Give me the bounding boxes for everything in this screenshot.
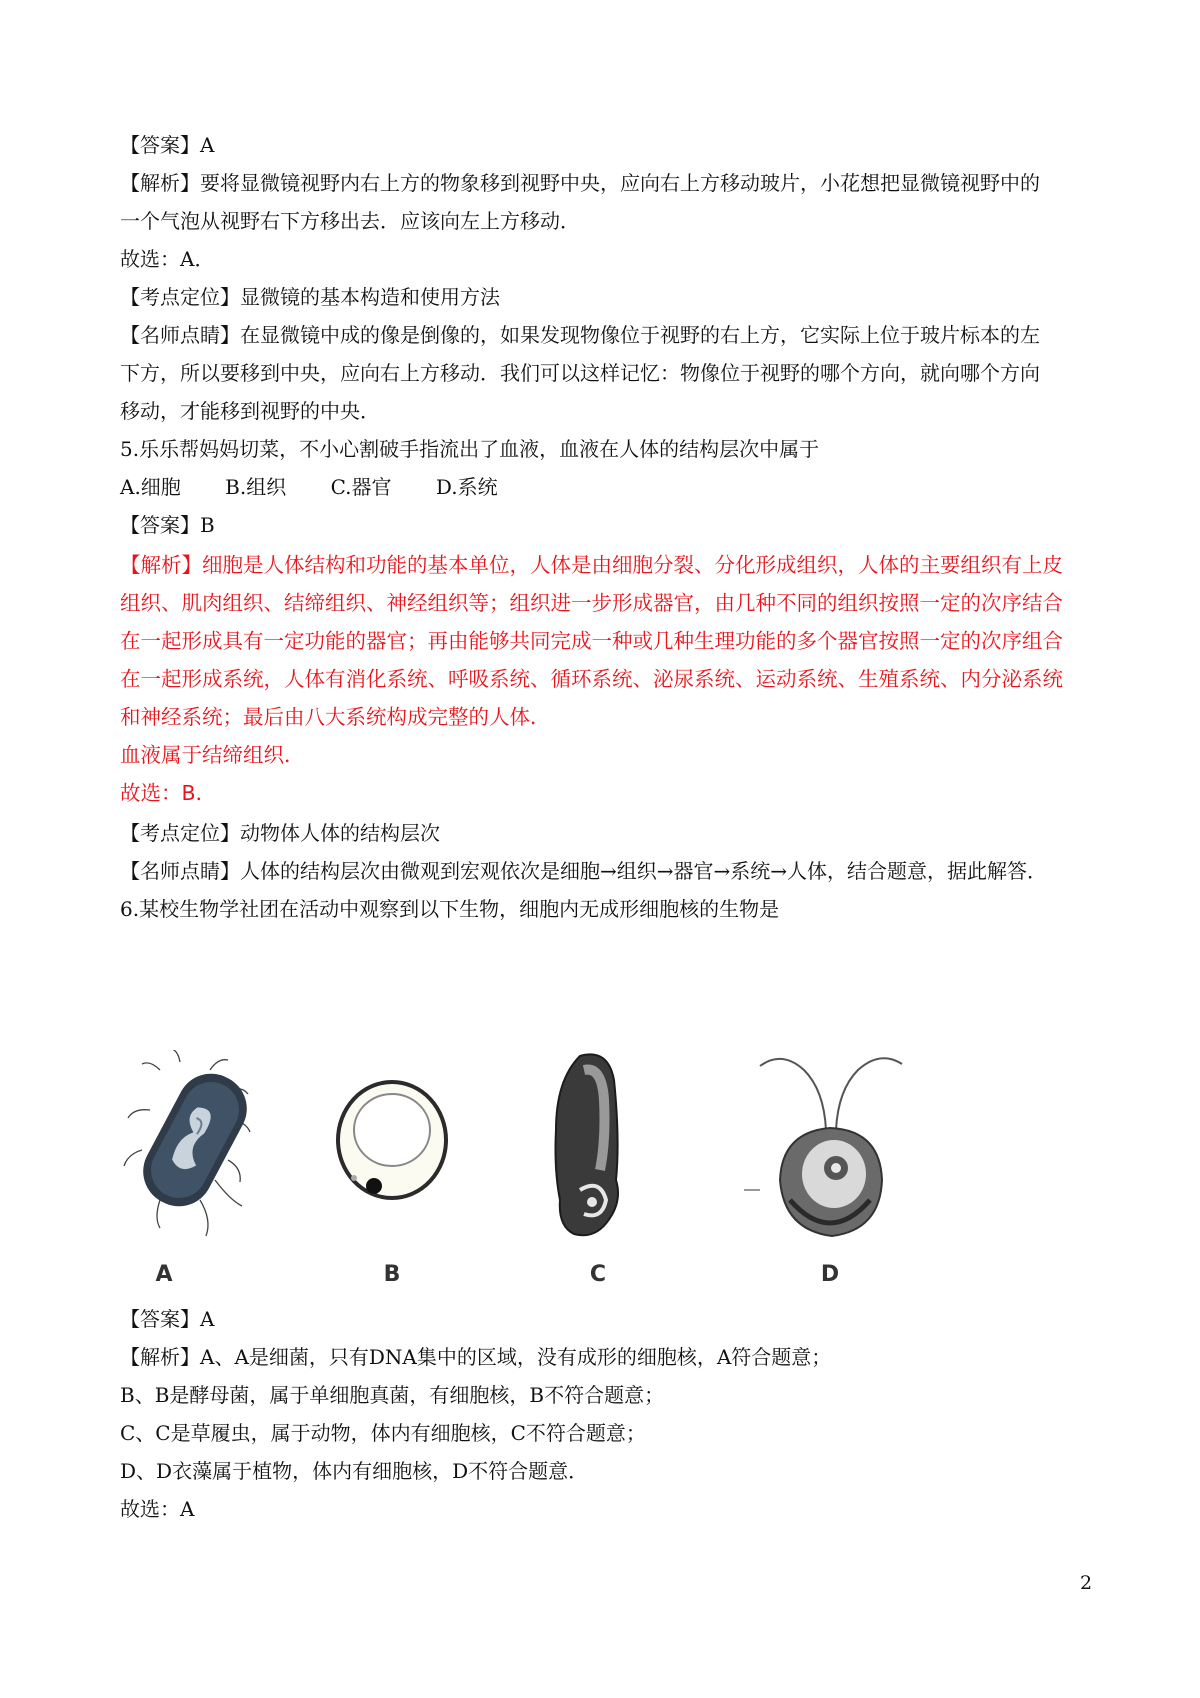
q5-analysis-line: 组织、肌肉组织、结缔组织、神经组织等；组织进一步形成器官，由几种不同的组织按照一定的次序结合 [120, 591, 1063, 615]
organism-figures [120, 1050, 1020, 1290]
figure-label-a: A [155, 1262, 173, 1287]
paramecium-illustration [540, 1050, 650, 1265]
figure-label-b: B [383, 1262, 401, 1287]
q6-answer: 【答案】A [120, 1307, 215, 1331]
q5-analysis-line: 【解析】细胞是人体结构和功能的基本单位，人体是由细胞分裂、分化形成组织，人体的主要组织有上皮 [120, 553, 1063, 577]
q6-analysis-line: C、C是草履虫，属于动物，体内有细胞核，C不符合题意； [120, 1421, 646, 1445]
figure-a [120, 1050, 270, 1287]
q5-analysis-line: 在一起形成具有一定功能的器官；再由能够共同完成一种或几种生理功能的多个器官按照一定的次序组合 [120, 629, 1063, 653]
q5-kaodian: 【考点定位】动物体人体的结构层次 [120, 821, 440, 845]
chlamydomonas-illustration [740, 1050, 920, 1265]
q6-analysis-line: 【解析】A、A是细菌，只有DNA集中的区域，没有成形的细胞核，A符合题意； [120, 1345, 832, 1369]
figure-b [328, 1050, 458, 1287]
figure-c [540, 1050, 650, 1287]
q5-mingshi: 【名师点睛】人体的结构层次由微观到宏观依次是细胞→组织→器官→系统→人体，结合题意，据此解答． [120, 859, 1048, 883]
bacterium-illustration [120, 1050, 270, 1260]
q5-analysis-line: 故选：B． [120, 781, 217, 805]
figure-label-d: D [820, 1262, 840, 1287]
q5-option-a: A.细胞 [120, 475, 181, 499]
q6-analysis-line: B、B是酵母菌，属于单细胞真菌，有细胞核，B不符合题意； [120, 1383, 665, 1407]
q4-mingshi-line: 移动，才能移到视野的中央． [120, 399, 380, 423]
q5-analysis-line: 血液属于结缔组织． [120, 743, 305, 767]
q4-choice: 故选：A． [120, 247, 215, 271]
q4-mingshi-line: 【名师点睛】在显微镜中成的像是倒像的，如果发现物像位于视野的右上方，它实际上位于玻片标本的左 [120, 323, 1040, 347]
q5-answer: 【答案】B [120, 513, 215, 537]
q4-analysis-line: 【解析】要将显微镜视野内右上方的物象移到视野中央，应向右上方移动玻片，小花想把显微镜视野中的 [120, 171, 1040, 195]
q6-analysis-line: D、D衣藻属于植物，体内有细胞核，D不符合题意． [120, 1459, 589, 1483]
q6-choice: 故选：A [120, 1497, 195, 1521]
q4-analysis-line: 一个气泡从视野右下方移出去．应该向左上方移动． [120, 209, 580, 233]
figure-label-c: C [589, 1262, 607, 1287]
q5-options [120, 473, 1100, 501]
q6-question: 6.某校生物学社团在活动中观察到以下生物，细胞内无成形细胞核的生物是 [120, 897, 780, 921]
q5-analysis-line: 和神经系统；最后由八大系统构成完整的人体． [120, 705, 551, 729]
q5-option-d: D.系统 [435, 475, 498, 499]
q4-kaodian: 【考点定位】显微镜的基本构造和使用方法 [120, 285, 500, 309]
q5-option-b: B.组织 [225, 475, 287, 499]
q5-option-c: C.器官 [330, 475, 392, 499]
q4-answer: 【答案】A [120, 133, 215, 157]
yeast-illustration [328, 1050, 458, 1260]
q5-analysis-line: 在一起形成系统，人体有消化系统、呼吸系统、循环系统、泌尿系统、运动系统、生殖系统、内分泌系统 [120, 667, 1063, 691]
q5-question: 5.乐乐帮妈妈切菜，不小心割破手指流出了血液，血液在人体的结构层次中属于 [120, 437, 820, 461]
page-number: 2 [1080, 1572, 1093, 1594]
q4-mingshi-line: 下方，所以要移到中央，应向右上方移动．我们可以这样记忆：物像位于视野的哪个方向，就向哪个方向 [120, 361, 1040, 385]
figure-d [740, 1050, 920, 1287]
